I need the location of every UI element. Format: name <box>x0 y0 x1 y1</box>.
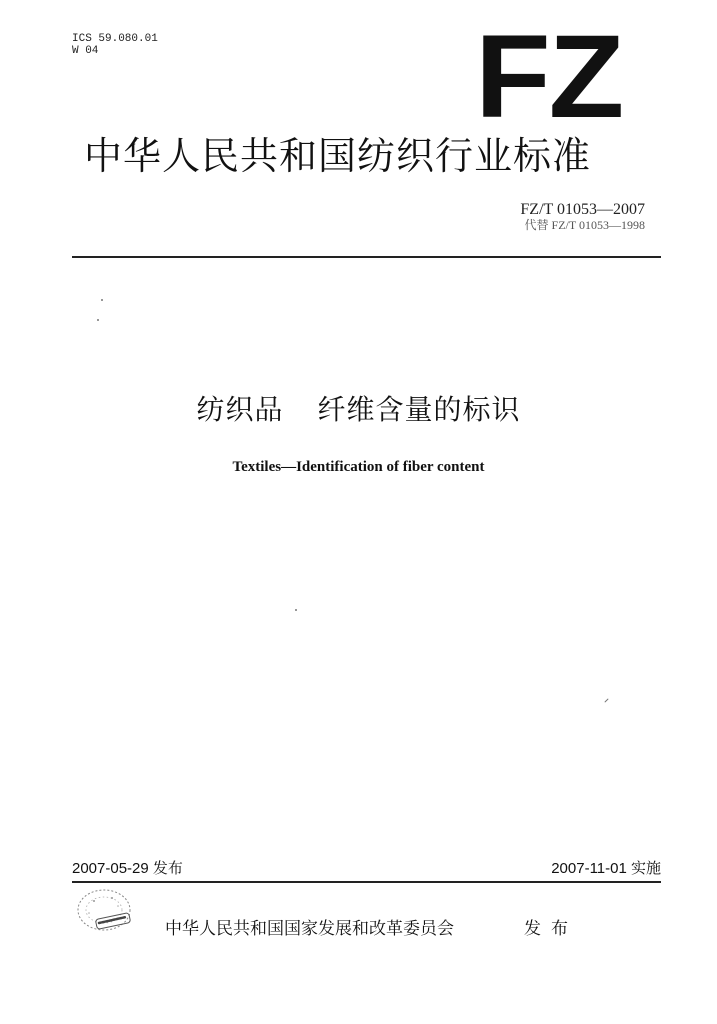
issue-date: 2007-05-29 发布 <box>72 860 183 877</box>
seal-stamp-icon <box>74 886 138 938</box>
title-cn-part1: 纺织品 <box>196 393 284 426</box>
replaces-standard: 代替 FZ/T 01053—1998 <box>524 218 645 232</box>
classification-code: W 04 <box>72 45 99 57</box>
top-divider <box>72 256 661 258</box>
issuing-authority: 中华人民共和国国家发展和改革委员会 <box>165 919 454 939</box>
ics-code: ICS 59.080.01 <box>72 33 158 45</box>
issue-action: 发布 <box>524 919 578 939</box>
title-cn-part2: 纤维含量的标识 <box>317 393 521 426</box>
standard-number: FZ/T 01053—2007 <box>520 201 645 218</box>
effective-date: 2007-11-01 实施 <box>551 860 661 877</box>
scan-speck <box>101 299 103 301</box>
document-title-en: Textiles—Identification of fiber content <box>232 459 485 475</box>
fz-logo: FZ <box>474 11 622 143</box>
bottom-divider <box>72 881 661 883</box>
scan-speck <box>97 319 99 321</box>
scan-speck <box>295 609 297 611</box>
document-title-cn <box>0 390 717 430</box>
scan-speck <box>604 698 608 702</box>
industry-standard-title: 中华人民共和国纺织行业标准 <box>84 134 592 178</box>
